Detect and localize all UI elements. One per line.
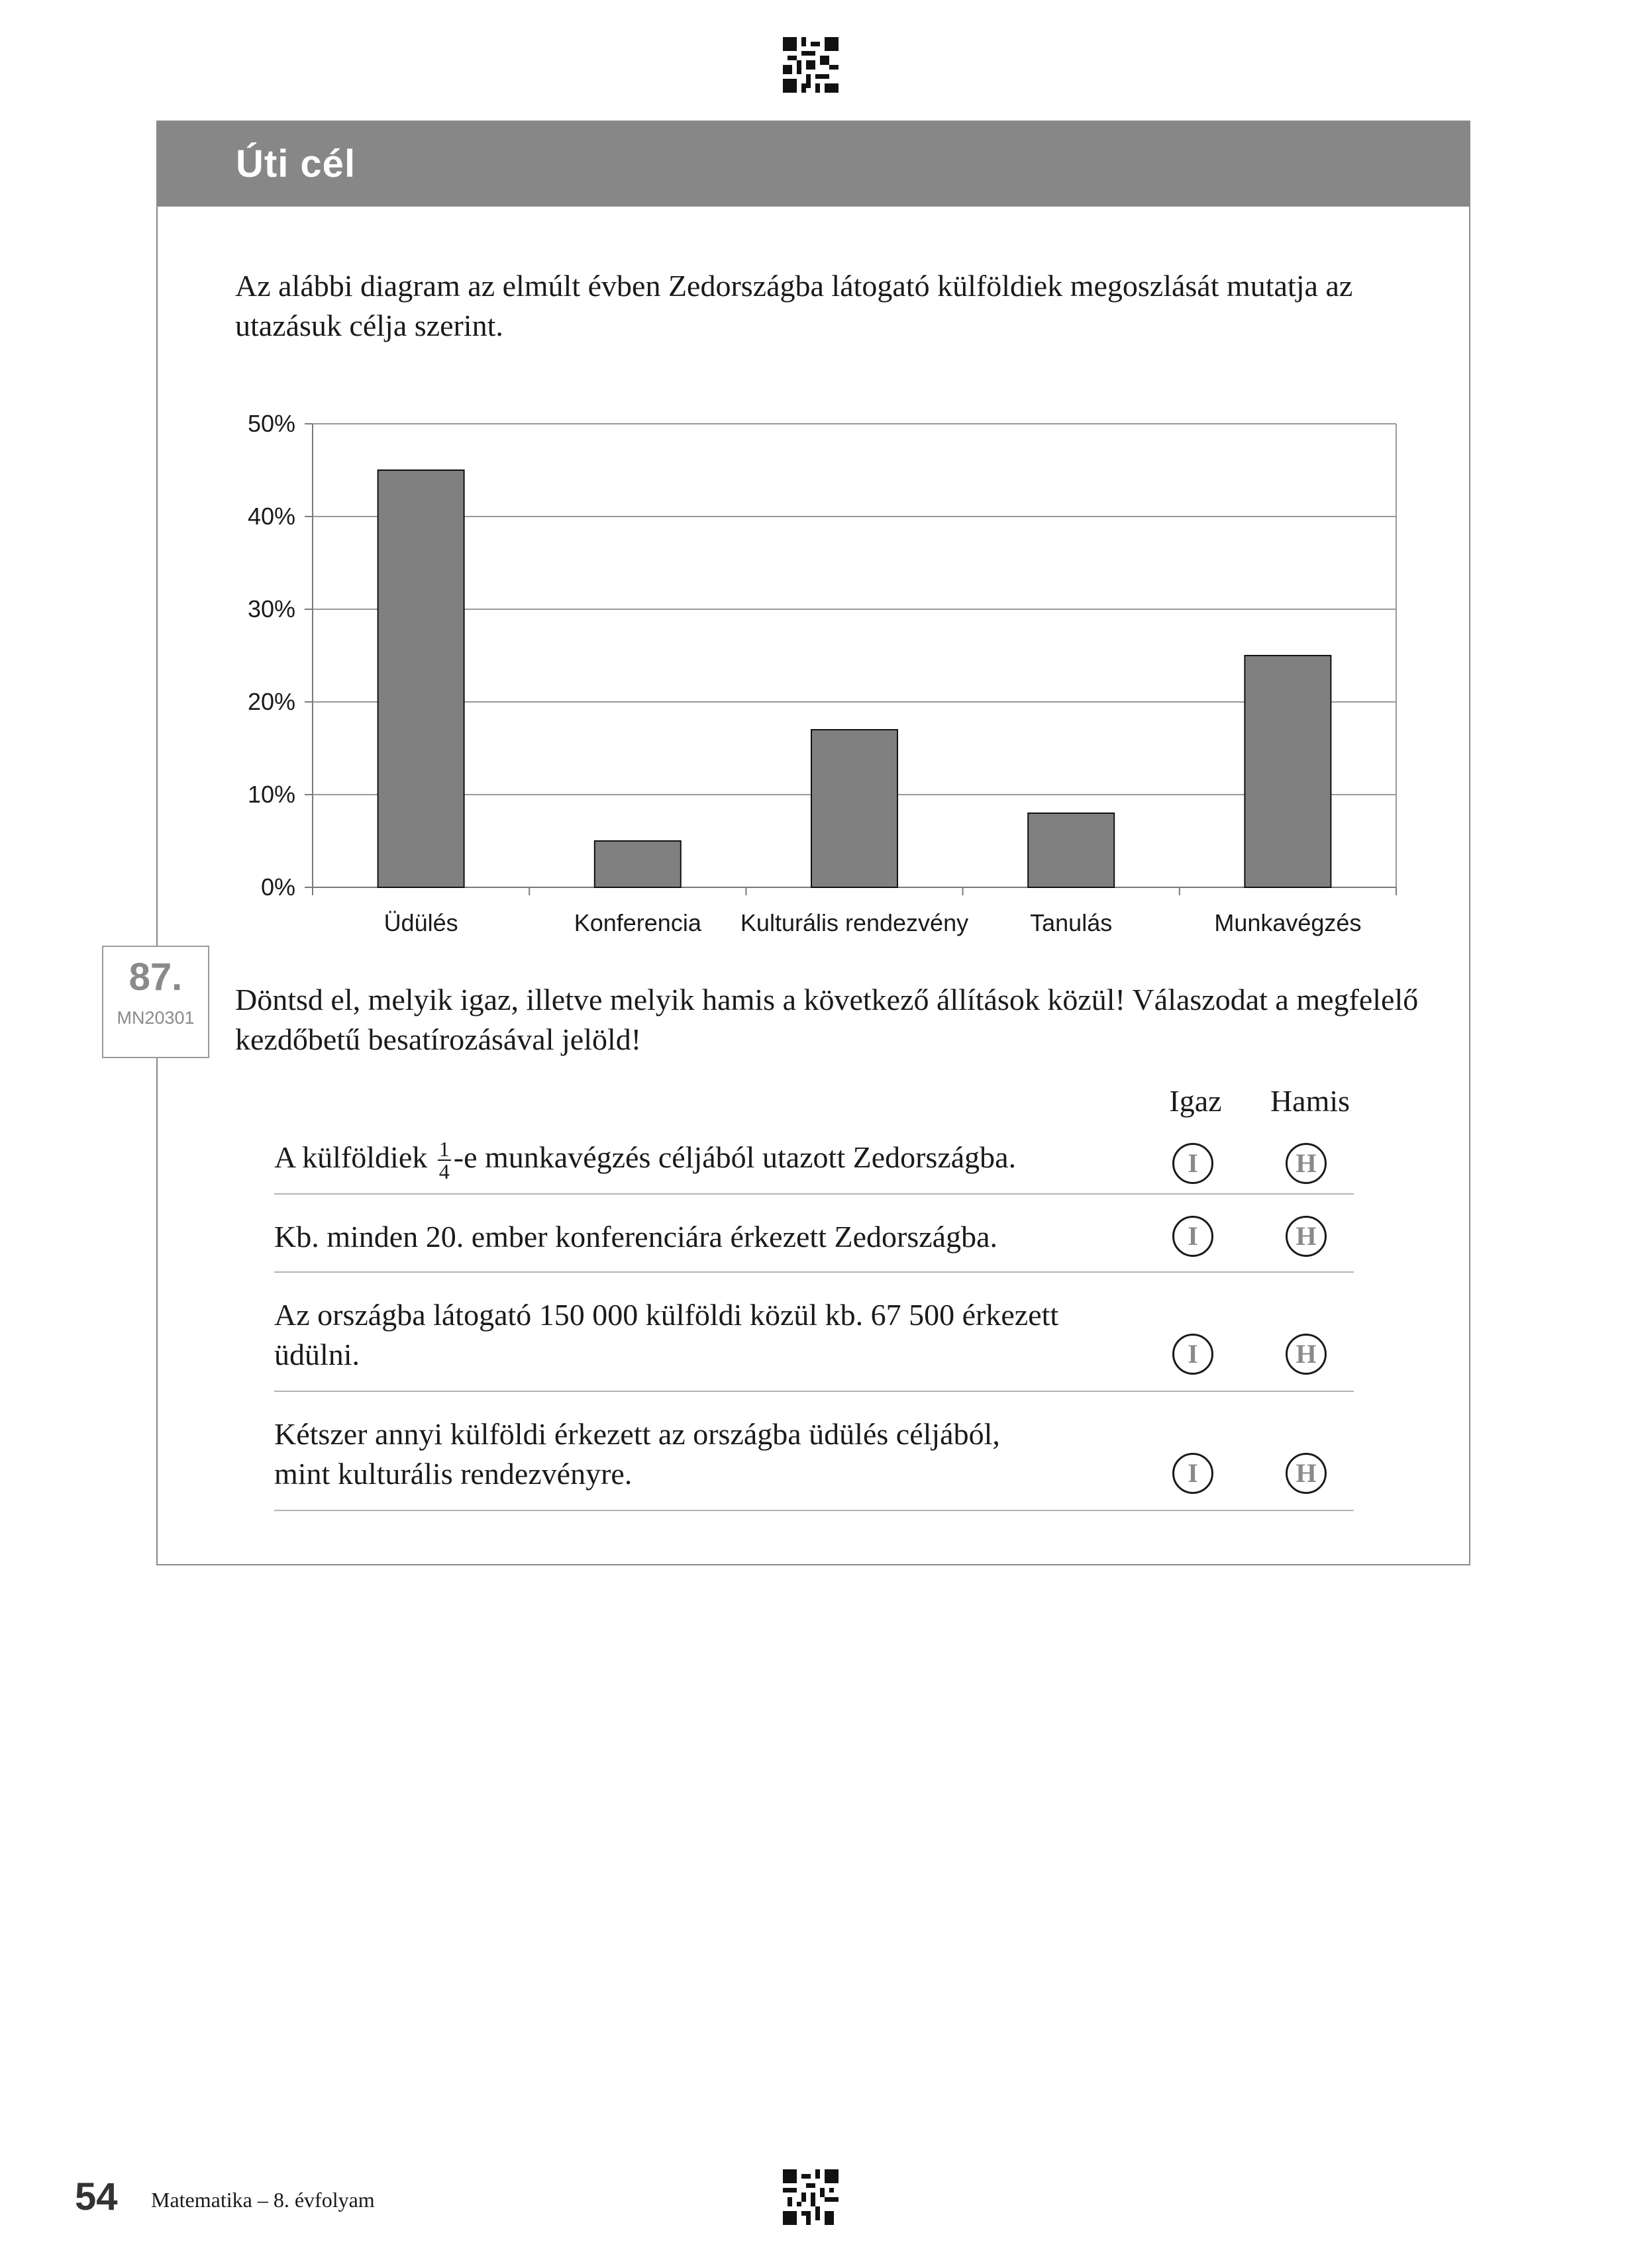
answer-false-bubble-4[interactable]: H bbox=[1286, 1453, 1327, 1494]
statement-text-1 bbox=[274, 1138, 1135, 1182]
task-code: MN20301 bbox=[117, 1008, 195, 1028]
statement-1-post: -e munkavégzés céljából utazott Zedországba. bbox=[453, 1140, 1017, 1174]
column-header-false: Hamis bbox=[1270, 1084, 1350, 1118]
answer-true-bubble-4[interactable]: I bbox=[1172, 1453, 1213, 1494]
answer-true-bubble-3[interactable]: I bbox=[1172, 1334, 1213, 1375]
instruction-text: Döntsd el, melyik igaz, illetve melyik hamis a következő állítások közül! Válaszodat a megfelelő kezdőbetű besatírozásával jelöld! bbox=[235, 983, 1419, 1056]
y-tick-label: 0% bbox=[260, 873, 295, 901]
statement-text-3: Az országba látogató 150 000 külföldi közül kb. 67 500 érkezett üdülni. bbox=[274, 1298, 1059, 1371]
qr-code-top bbox=[783, 37, 839, 93]
bar-4 bbox=[1028, 813, 1114, 887]
x-tick-label: Munkavégzés bbox=[1214, 909, 1362, 936]
x-tick-label: Kulturális rendezvény bbox=[740, 909, 969, 936]
bar-3 bbox=[811, 730, 897, 887]
bar-chart bbox=[225, 384, 1417, 957]
x-tick-label: Tanulás bbox=[1030, 909, 1113, 936]
y-tick-label: 30% bbox=[247, 595, 295, 622]
footer-text: Matematika – 8. évfolyam bbox=[151, 2188, 375, 2212]
statement-row-4 bbox=[274, 1391, 1354, 1511]
bar-2 bbox=[595, 841, 681, 887]
statement-row-2 bbox=[274, 1193, 1354, 1273]
statement-text-2: Kb. minden 20. ember konferenciára érkezett Zedországba. bbox=[274, 1220, 997, 1254]
page-number: 54 bbox=[75, 2175, 118, 2218]
task-number-box bbox=[102, 946, 209, 1058]
answer-false-bubble-3[interactable]: H bbox=[1286, 1334, 1327, 1375]
statement-1-pre: A külföldiek bbox=[274, 1140, 435, 1174]
task-number: 87. bbox=[128, 956, 183, 999]
y-tick-label: 40% bbox=[247, 503, 295, 530]
x-tick-label: Üdülés bbox=[383, 909, 458, 936]
bar-chart-svg bbox=[225, 384, 1417, 954]
statement-text-4: Kétszer annyi külföldi érkezett az országba üdülés céljából, mint kulturális rendezvényre. bbox=[274, 1417, 1000, 1491]
y-tick-label: 50% bbox=[247, 410, 295, 437]
intro-text: Az alábbi diagram az elmúlt évben Zedországba látogató külföldiek megoszlását mutatja az utazásuk célja szerint. bbox=[235, 269, 1353, 342]
answer-true-bubble-1[interactable]: I bbox=[1172, 1143, 1213, 1184]
qr-code-graphic bbox=[783, 37, 839, 93]
column-header-true: Igaz bbox=[1169, 1084, 1222, 1118]
qr-code-bottom bbox=[783, 2169, 839, 2225]
task-header bbox=[158, 122, 1469, 207]
answer-false-bubble-1[interactable]: H bbox=[1286, 1143, 1327, 1184]
fraction-one-quarter bbox=[438, 1138, 451, 1182]
fraction-denominator: 4 bbox=[438, 1159, 450, 1184]
answer-false-bubble-2[interactable]: H bbox=[1286, 1216, 1327, 1257]
statement-row-1 bbox=[274, 1126, 1354, 1195]
answer-true-bubble-2[interactable]: I bbox=[1172, 1216, 1213, 1257]
x-tick-label: Konferencia bbox=[574, 909, 701, 936]
statement-row-3 bbox=[274, 1271, 1354, 1392]
task-title: Úti cél bbox=[236, 142, 356, 185]
bar-1 bbox=[378, 470, 464, 887]
bar-5 bbox=[1245, 656, 1331, 887]
fraction-numerator: 1 bbox=[438, 1137, 450, 1161]
y-tick-label: 20% bbox=[247, 688, 295, 715]
qr-code-graphic bbox=[783, 2169, 839, 2225]
y-tick-label: 10% bbox=[247, 781, 295, 808]
